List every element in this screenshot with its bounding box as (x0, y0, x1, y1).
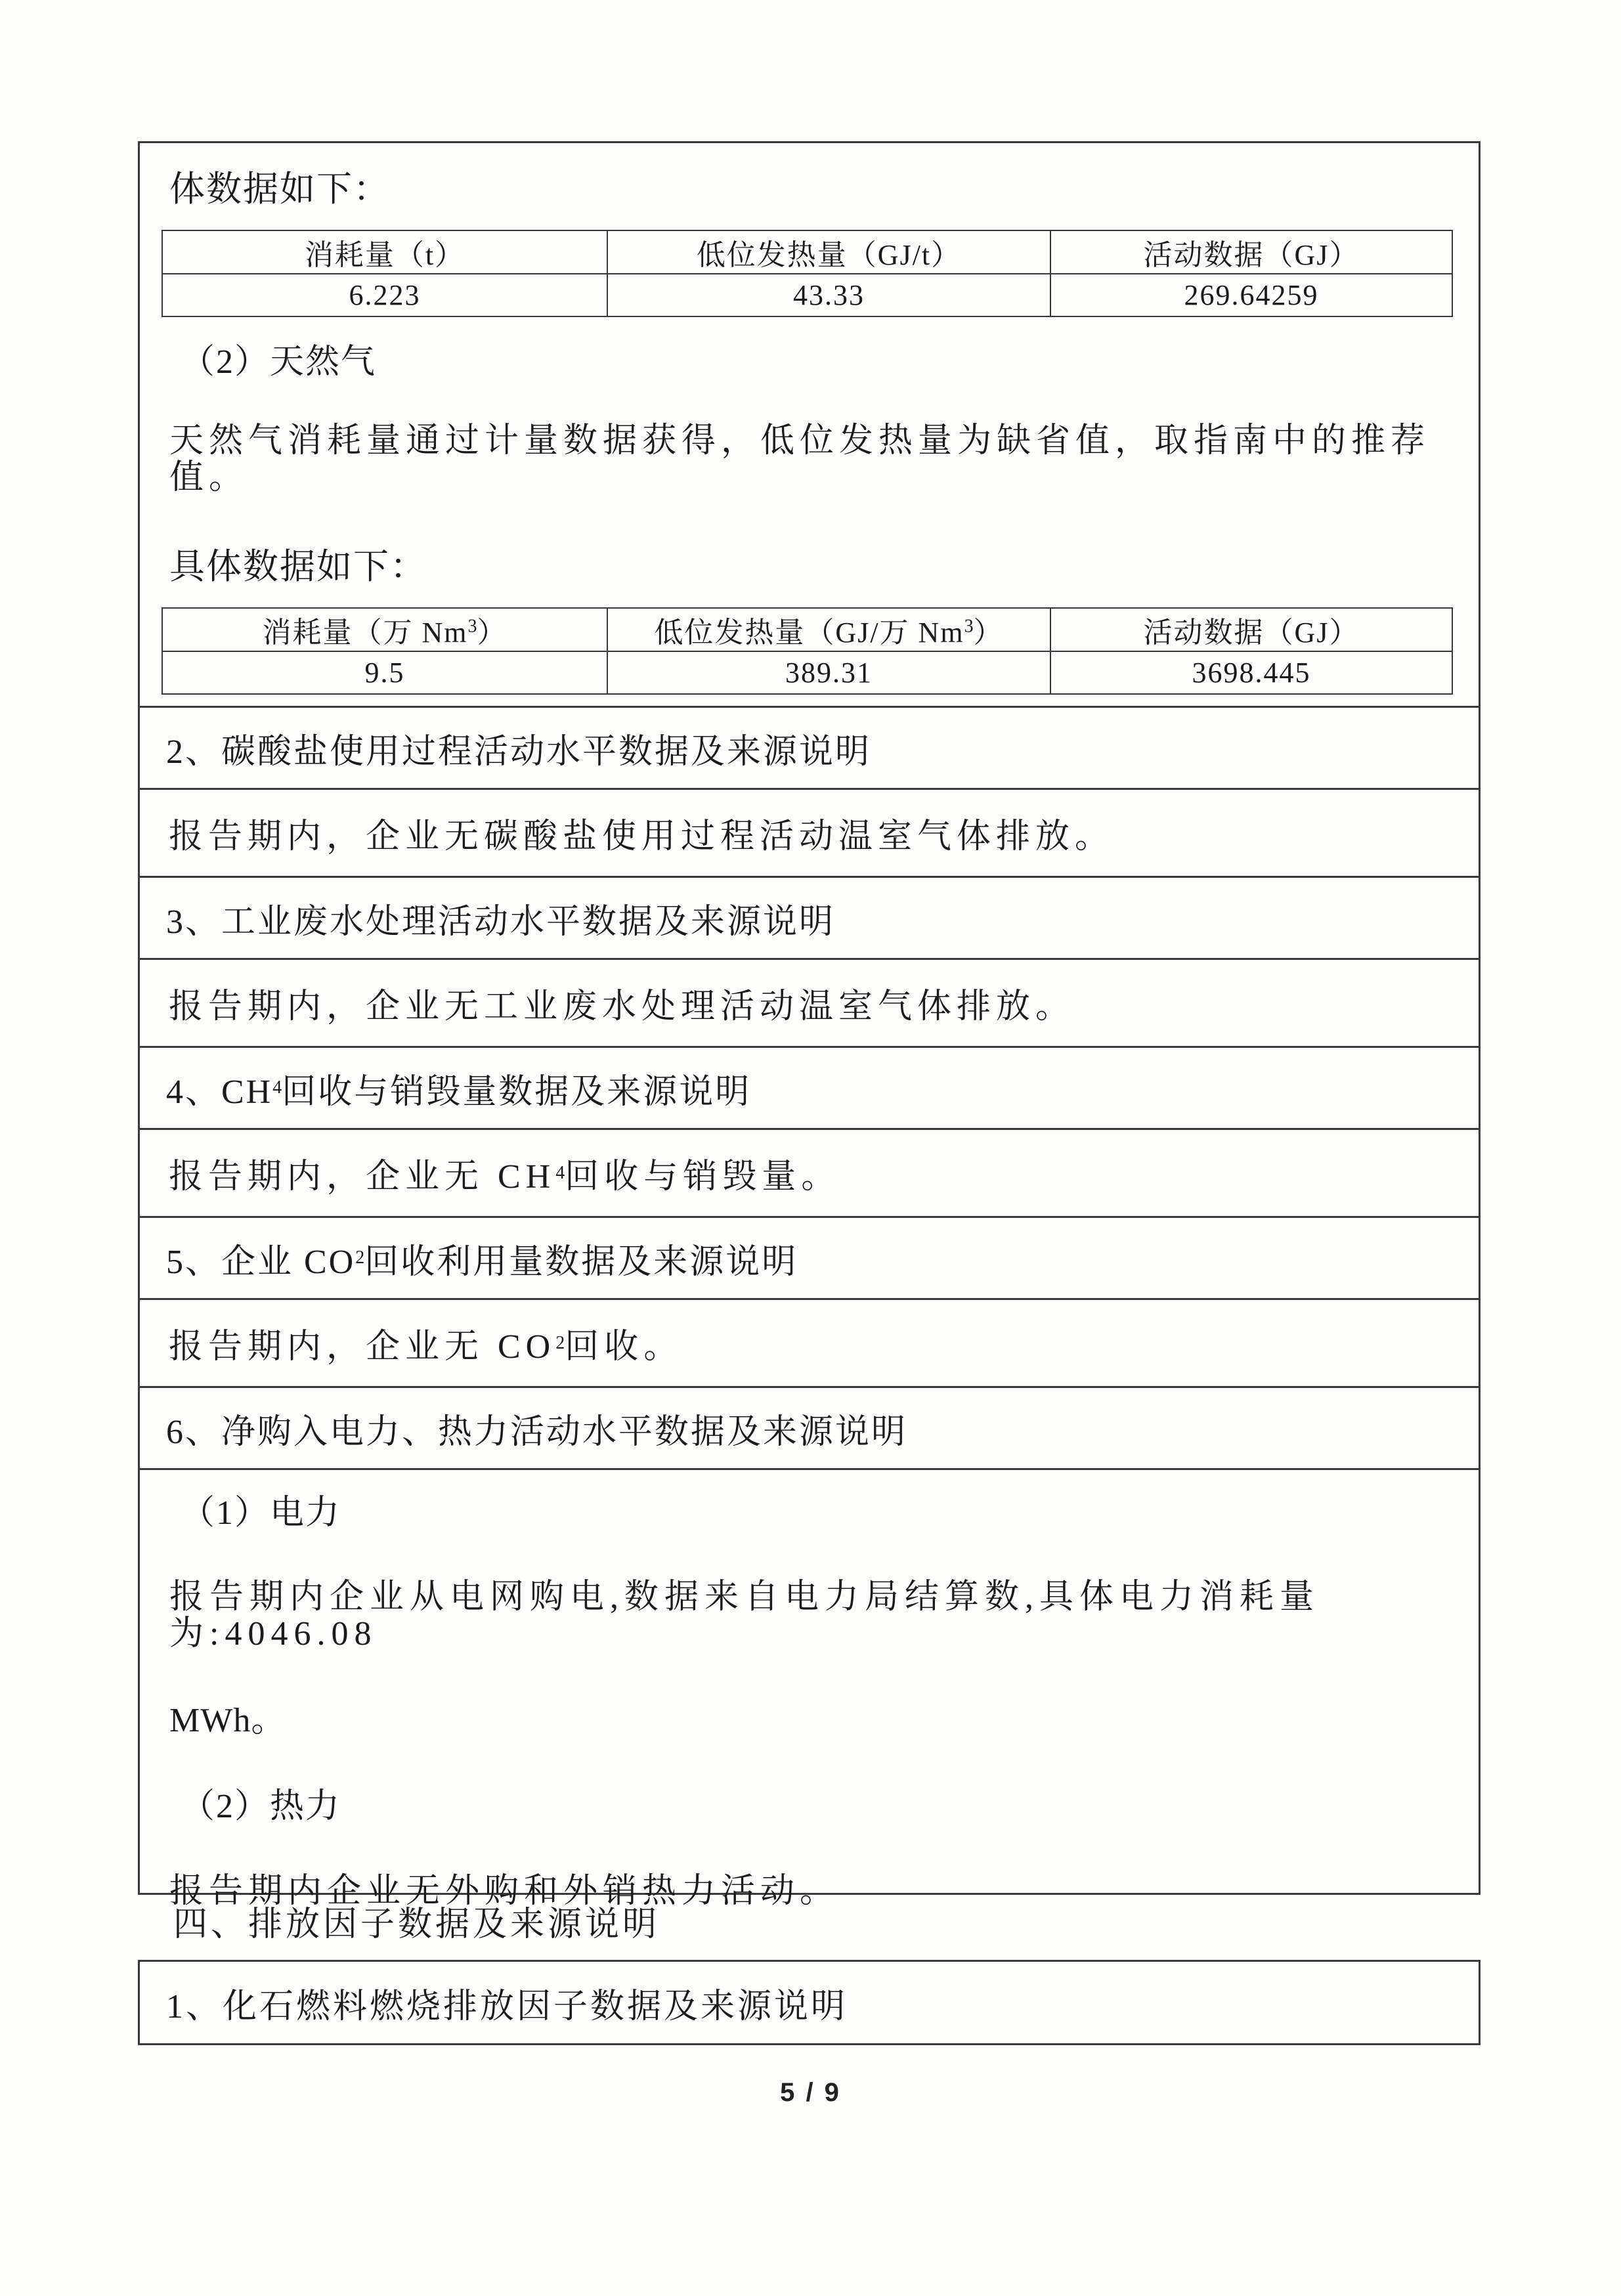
page-number: 5 / 9 (780, 2078, 841, 2107)
section-carbonate-body: 报告期内，企业无碳酸盐使用过程活动温室气体排放。 (140, 788, 1479, 876)
section-co2-title: 5、企业 CO 2 回收利用量数据及来源说明 (140, 1216, 1479, 1298)
ch4-subscript: 4 (272, 1077, 282, 1098)
gas-data-intro-text: 具体数据如下： (169, 547, 427, 586)
cubic-superscript: 3 (467, 616, 477, 637)
chapter4-title: 四、排放因子数据及来源说明 (173, 1906, 660, 1943)
gas-activity-value: 3698.445 (1050, 651, 1452, 694)
section-ch4-body: 报告期内，企业无 CH 4 回收与销毁量。 (140, 1128, 1479, 1216)
coal-table-header-row (162, 230, 1452, 274)
electricity-subtitle: （1）电力 (181, 1494, 341, 1532)
section-wastewater-title: 3、工业废水处理活动水平数据及来源说明 (140, 876, 1479, 958)
gas-consumption-value: 9.5 (162, 651, 607, 694)
electricity-paragraph-line2: MWh。 (169, 1702, 286, 1739)
section-wastewater-body: 报告期内，企业无工业废水处理活动温室气体排放。 (140, 958, 1479, 1046)
coal-table-value-row (162, 274, 1452, 316)
natural-gas-paragraph: 天然气消耗量通过计量数据获得，低位发热量为缺省值，取指南中的推荐值。 (169, 422, 1431, 496)
gas-heat-value: 389.31 (607, 651, 1050, 694)
heat-paragraph: 报告期内企业无外购和外销热力活动。 (169, 1873, 840, 1910)
gas-heat-value-header: 低位发热量（GJ/万 Nm$^3$） (607, 608, 1050, 651)
coal-activity-value: 269.64259 (1050, 274, 1452, 316)
ch4-subscript: 4 (555, 1162, 565, 1183)
coal-heat-value-header: 低位发热量（GJ/t） (607, 230, 1050, 274)
section-co2-body: 报告期内，企业无 CO 2 回收。 (140, 1298, 1479, 1386)
gas-consumption-header: 消耗量（万 Nm$^3$） (162, 608, 607, 651)
coal-activity-header: 活动数据（GJ） (1050, 230, 1452, 274)
gas-table-value-row (162, 651, 1452, 694)
intro-continuation-text: 体数据如下： (169, 169, 390, 209)
section-carbonate-title: 2、碳酸盐使用过程活动水平数据及来源说明 (140, 706, 1479, 788)
activity-level-data-table (138, 141, 1481, 1910)
section-ch4-title: 4、CH 4 回收与销毁量数据及来源说明 (140, 1046, 1479, 1128)
co2-subscript: 2 (355, 1247, 365, 1268)
gas-table-header-row (162, 608, 1452, 651)
section-fossil-factor-title: 1、化石燃料燃烧排放因子数据及来源说明 (166, 1987, 848, 2025)
emission-factor-table (138, 1960, 1481, 2045)
natural-gas-data-table (162, 607, 1453, 695)
coal-consumption-value: 6.223 (162, 274, 607, 316)
cubic-superscript: 3 (964, 616, 974, 637)
heat-subtitle: （2）热力 (181, 1788, 341, 1825)
coal-consumption-header: 消耗量（t） (162, 230, 607, 274)
natural-gas-subtitle: （2）天然气 (181, 343, 377, 381)
coal-heat-value: 43.33 (607, 274, 1050, 316)
power-heat-detail-cell (140, 1468, 1479, 1910)
section-power-heat-title: 6、净购入电力、热力活动水平数据及来源说明 (140, 1386, 1479, 1468)
gas-activity-header: 活动数据（GJ） (1050, 608, 1452, 651)
coal-data-table (162, 230, 1453, 317)
co2-subscript: 2 (555, 1332, 565, 1353)
electricity-paragraph-line1: 报告期内企业从电网购电,数据来自电力局结算数,具体电力消耗量为:4046.08 (169, 1578, 1320, 1653)
fossil-fuel-data-cell (140, 171, 1479, 706)
